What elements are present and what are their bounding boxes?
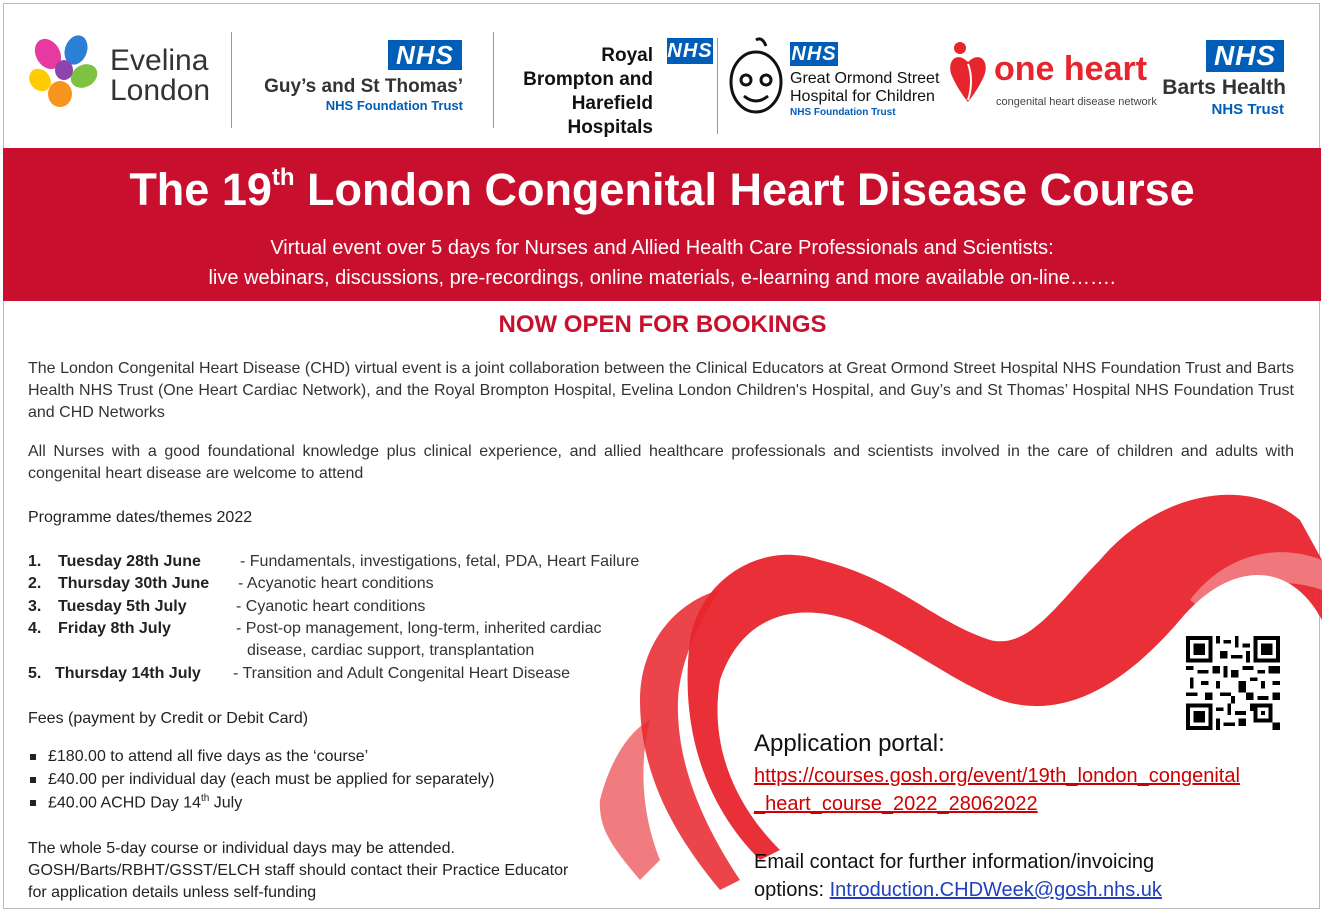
qr-code-icon[interactable]	[1186, 636, 1280, 730]
programme-date: Thursday 30th June	[58, 575, 210, 592]
audience-paragraph: All Nurses with a good foundational knowledge plus clinical experience, and allied healthcare professionals and scientists involved in the care of children and adults with congenital heart disease are welcome to attend	[28, 443, 1294, 482]
programme-number: 4.	[28, 620, 42, 637]
title-sup: th	[271, 164, 295, 191]
programme-number: 3.	[28, 598, 42, 615]
nhs-badge: NHS	[388, 40, 462, 70]
fee-sup: th	[200, 793, 210, 804]
programme-number: 2.	[28, 575, 42, 592]
programme-number: 1.	[28, 553, 42, 570]
programme-theme: - Cyanotic heart conditions	[236, 598, 426, 615]
fee-item	[30, 793, 242, 812]
fee-item	[30, 771, 495, 789]
evelina-line2: London	[110, 74, 211, 107]
rbh-line1: Royal	[601, 45, 653, 66]
programme-item	[28, 553, 688, 575]
email-prefix: options:	[754, 879, 830, 901]
rbh-line3: Harefield	[571, 93, 653, 114]
programme-theme: - Post-op management, long-term, inherited cardiac	[236, 620, 602, 637]
programme-date: Friday 8th July	[58, 620, 171, 637]
bullet-icon	[30, 800, 36, 806]
programme-heading: Programme dates/themes 2022	[28, 509, 253, 526]
programme-item	[28, 665, 688, 687]
gosh-line2: Hospital for Children	[790, 88, 935, 105]
oneheart-name: one heart	[994, 50, 1148, 88]
application-link-line2[interactable]: _heart_course_2022_28062022	[754, 793, 1038, 815]
rbh-line2: Brompton and	[523, 69, 653, 90]
application-link-line1[interactable]: https://courses.gosh.org/event/19th_london_congenital	[754, 765, 1240, 787]
fee-item	[30, 748, 368, 766]
rbh-line4: Hospitals	[567, 117, 653, 138]
title-part: The 19	[129, 164, 272, 215]
booking-status: NOW OPEN FOR BOOKINGS	[498, 311, 827, 338]
footer-line: for application details unless self-funding	[28, 884, 317, 901]
application-portal-label: Application portal:	[754, 730, 945, 757]
email-link[interactable]: Introduction.CHDWeek@gosh.nhs.uk	[829, 879, 1162, 901]
fee-text: £40.00 per individual day (each must be applied for separately)	[48, 771, 495, 788]
banner-subtitle-2: live webinars, discussions, pre-recordings, online materials, e-learning and more available on-line…….	[208, 267, 1116, 289]
programme-theme: - Acyanotic heart conditions	[238, 575, 434, 592]
barts-name: Barts Health	[1162, 76, 1286, 99]
footer-note	[28, 838, 568, 904]
footer-line: The whole 5-day course or individual days may be attended.	[28, 840, 455, 857]
fee-text: July	[209, 794, 243, 812]
programme-theme: - Fundamentals, investigations, fetal, PDA, Heart Failure	[240, 553, 640, 570]
gosh-trust: NHS Foundation Trust	[790, 107, 896, 118]
programme-date: Tuesday 28th June	[58, 553, 201, 570]
programme-item	[28, 598, 688, 620]
gstt-name: Guy’s and St Thomas’	[264, 76, 463, 97]
programme-item	[28, 620, 688, 664]
programme-number: 5.	[28, 665, 42, 682]
nhs-badge: NHS	[667, 40, 713, 62]
bullet-icon	[30, 754, 36, 760]
gosh-line1: Great Ormond Street	[790, 70, 940, 87]
title-part: London Congenital Heart Disease Course	[294, 164, 1195, 215]
gstt-trust: NHS Foundation Trust	[325, 98, 463, 113]
fee-text: £40.00 ACHD Day 14	[48, 794, 201, 812]
email-contact-label: Email contact for further information/invoicing	[754, 851, 1155, 873]
oneheart-tagline: congenital heart disease network	[996, 96, 1157, 108]
fee-text: £180.00 to attend all five days as the ‘course’	[48, 748, 369, 765]
nhs-badge: NHS	[791, 43, 837, 65]
barts-trust: NHS Trust	[1211, 101, 1284, 118]
bullet-icon	[30, 777, 36, 783]
programme-theme: - Transition and Adult Congenital Heart Disease	[233, 665, 571, 682]
banner-subtitle-1: Virtual event over 5 days for Nurses and Allied Health Care Professionals and Scientists:	[270, 237, 1054, 259]
evelina-line1: Evelina	[110, 44, 209, 77]
programme-date: Tuesday 5th July	[58, 598, 187, 615]
nhs-badge: NHS	[1206, 40, 1284, 72]
programme-item	[28, 575, 688, 597]
intro-paragraph: The London Congenital Heart Disease (CHD) virtual event is a joint collaboration between the Clinical Educators at Great Ormond Street Hospital NHS Foundation Trust and Barts Health NHS Trust (One Heart Cardiac Network), and the Royal Brompton Hospital, Evelina London Children's Hospital, and Guy’s and St Thomas’ Hospital NHS Foundation Trust and CHD Networks	[28, 360, 1294, 421]
email-contact-line	[754, 879, 1162, 902]
fees-heading: Fees (payment by Credit or Debit Card)	[28, 710, 309, 727]
programme-date: Thursday 14th July	[55, 665, 201, 682]
footer-line: GOSH/Barts/RBHT/GSST/ELCH staff should contact their Practice Educator	[28, 862, 569, 879]
programme-theme-continued: disease, cardiac support, transplantation	[247, 642, 535, 659]
